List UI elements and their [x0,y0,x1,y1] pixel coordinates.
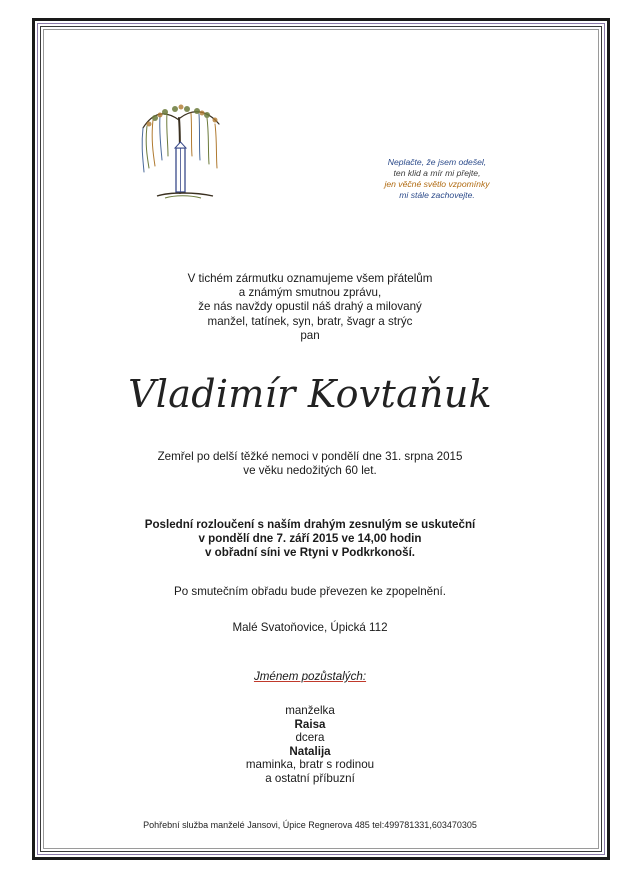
mourners-list [0,704,620,786]
intro-line: že nás navždy opustil náš drahý a milovaný [198,300,422,314]
mourner-line: manželka Raisa [285,704,335,731]
poem-line: mi stále zachovejte. [399,190,475,200]
poem-line: ten klid a mír mi přejte, [393,168,481,178]
mourner-line: maminka, bratr s rodinou [245,758,375,772]
willow-tree-icon [135,98,225,208]
intro-line: pan [300,328,320,342]
cremation-note: Po smutečním obřadu bude převezen ke zpopelnění. [174,585,446,598]
funeral-line: v obřadní síni ve Rtyni v Podkrkonoší. [204,546,416,560]
funeral-details [0,518,620,561]
intro-line: manžel, tatínek, syn, bratr, švagr a strýc [207,314,413,328]
mourner-line: dcera Natalija [289,731,331,758]
funeral-line: v pondělí dne 7. září 2015 ve 14,00 hodin [198,532,422,546]
intro-line: V tichém zármutku oznamujeme všem přátelům [187,272,433,285]
funeral-line: Poslední rozloučení s naším drahým zesnulým se uskuteční [144,518,476,531]
death-notice [0,450,620,478]
deceased-name: Vladimír Kovtaňuk [128,372,492,416]
funeral-service-footer: Pohřební služba manželé Jansovi, Úpice Regnerova 485 tel:499781331,603470305 [143,820,477,830]
mourners-title [0,670,620,683]
mourner-line: a ostatní příbuzní [265,771,355,785]
mourners-title-text: Jménem pozůstalých: [253,670,367,683]
address: Malé Svatoňovice, Úpická 112 [232,621,388,634]
death-line: ve věku nedožitých 60 let. [243,464,377,478]
announcement-intro [0,272,620,343]
poem-line: jen věčné světlo vzpomínky [384,179,490,189]
poem-line: Neplačte, že jsem odešel, [387,157,487,167]
death-line: Zemřel po delší těžké nemoci v pondělí dne 31. srpna 2015 [157,450,463,463]
intro-line: a známým smutnou zprávu, [238,286,382,300]
poem [372,157,502,201]
